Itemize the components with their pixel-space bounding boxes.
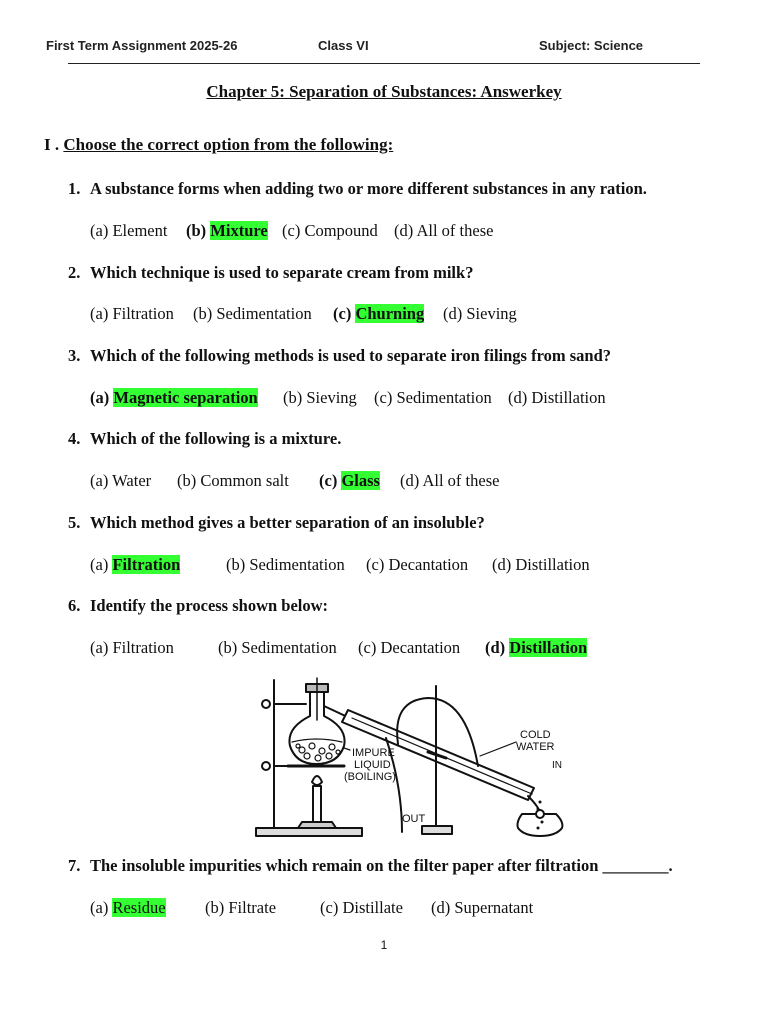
option-6b: (b) Sedimentation (218, 638, 337, 657)
left-stand-base (256, 828, 362, 836)
option-3c: (c) Sedimentation (374, 388, 492, 407)
option-6c: (c) Decantation (358, 638, 461, 657)
option-4b: (b) Common salt (177, 471, 289, 490)
option-1d: (d) All of these (394, 221, 494, 240)
distillation-apparatus-diagram (252, 676, 568, 840)
correct-answer-highlight: Residue (112, 898, 166, 917)
label-boiling: (BOILING) (344, 771, 396, 783)
lower-clamp-knob (262, 762, 270, 770)
option-5c: (c) Decantation (366, 555, 469, 574)
option-7d: (d) Supernatant (431, 898, 534, 917)
page-number: 1 (380, 938, 388, 952)
section-numeral: I . (44, 135, 60, 154)
option-3b: (b) Sieving (283, 388, 357, 407)
label-cold: COLD (520, 729, 551, 741)
question-number: 1. (68, 179, 81, 198)
option-1a: (a) Element (90, 221, 168, 240)
upper-clamp-knob (262, 700, 270, 708)
label-out: OUT (402, 813, 426, 825)
cold-water-pointer (480, 742, 516, 756)
option-1c: (c) Compound (282, 221, 378, 240)
question-number: 4. (68, 429, 81, 448)
page-title: Chapter 5: Separation of Substances: Answerkey (206, 82, 562, 101)
question-4 (68, 429, 341, 449)
question-1 (68, 179, 647, 199)
option-3a: (a) Magnetic separation (90, 388, 258, 407)
label-liquid: LIQUID (354, 759, 391, 771)
question-7 (68, 856, 673, 876)
option-5b: (b) Sedimentation (226, 555, 345, 574)
burner-tube (313, 786, 321, 822)
section-heading (44, 135, 393, 155)
correct-answer-highlight: Churning (355, 304, 425, 323)
question-3 (68, 346, 611, 366)
option-6d: (d) Distillation (485, 638, 588, 657)
option-4c: (c) Glass (319, 471, 380, 490)
option-7b: (b) Filtrate (205, 898, 277, 917)
option-2b: (b) Sedimentation (193, 304, 312, 323)
option-3d: (d) Distillation (508, 388, 606, 407)
question-2 (68, 263, 473, 283)
question-number: 7. (68, 856, 81, 875)
option-4a: (a) Water (90, 471, 152, 490)
label-in: IN (552, 760, 562, 771)
option-1b: (b) Mixture (186, 221, 268, 240)
question-number: 2. (68, 263, 81, 282)
question-text: Which of the following is a mixture. (90, 429, 342, 448)
header-class: Class VI (318, 38, 369, 53)
header-divider (68, 63, 700, 64)
header-assignment: First Term Assignment 2025-26 (46, 38, 238, 53)
question-text: The insoluble impurities which remain on the filter paper after filtration ________. (90, 856, 673, 875)
correct-answer-highlight: Filtration (112, 555, 181, 574)
question-number: 3. (68, 346, 81, 365)
correct-answer-highlight: Mixture (210, 221, 268, 240)
option-6a: (a) Filtration (90, 638, 174, 657)
question-text: Which technique is used to separate cream from milk? (90, 263, 474, 282)
burner-base (298, 822, 336, 828)
burner-flame (312, 776, 322, 785)
right-stand-base (422, 826, 452, 834)
correct-answer-highlight: Glass (341, 471, 380, 490)
question-number: 5. (68, 513, 81, 532)
question-text: Which of the following methods is used to separate iron filings from sand? (90, 346, 612, 365)
label-water: WATER (516, 741, 555, 753)
section-heading-text: Choose the correct option from the following: (63, 135, 394, 154)
option-5d: (d) Distillation (492, 555, 590, 574)
impure-liquid-pointer (344, 748, 350, 750)
option-2d: (d) Sieving (443, 304, 517, 323)
option-7c: (c) Distillate (320, 898, 403, 917)
question-6 (68, 596, 328, 616)
option-5a: (a) Filtration (90, 555, 181, 574)
option-7a: (a) Residue (90, 898, 166, 917)
header-subject: Subject: Science (539, 38, 644, 53)
question-5 (68, 513, 485, 533)
option-2c: (c) Churning (333, 304, 425, 323)
label-impure: IMPURE (352, 747, 395, 759)
question-text: A substance forms when adding two or more different substances in any ration. (90, 179, 647, 198)
question-number: 6. (68, 596, 81, 615)
correct-answer-highlight: Distillation (509, 638, 588, 657)
option-4d: (d) All of these (400, 471, 500, 490)
correct-answer-highlight: Magnetic separation (113, 388, 258, 407)
option-2a: (a) Filtration (90, 304, 174, 323)
question-text: Which method gives a better separation of an insoluble? (90, 513, 485, 532)
question-text: Identify the process shown below: (90, 596, 329, 615)
